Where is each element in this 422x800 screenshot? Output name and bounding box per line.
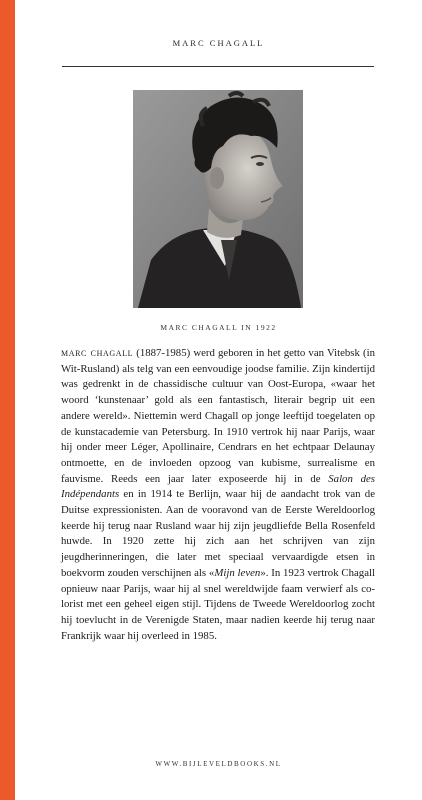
- biography-text-2: en in 1914 te Berlijn, waar hij de aandacht trok van de Duitse expressionisten. Aan de vooravond van de Eerste Wereldoorlog keerde hij terug naar Rusland waar hij zijn jeugdliefde Bella Rosenfeld huwde. In 1920 zette hij zich aan het schrijven van zijn jeugdherinneringen, die later met speciaal vervaardigde etsen in boekvorm zouden verschijnen als «: [61, 488, 375, 579]
- portrait-photo: [133, 90, 303, 308]
- biography-text-3: ». In 1923 vertrok Chagall opnieuw naar Parijs, waar hij al snel wereldwijde faam verwierf als colorist met een geheel eigen stijl. Tijdens de Tweede Wereldoorlog zocht hij toevlucht in de Verenigde Staten, maar nadien keerde hij terug naar Frankrijk waar hij overleed in 1985.: [61, 566, 375, 642]
- orange-spine-bar: [0, 0, 15, 800]
- running-title: MARC CHAGALL: [172, 38, 265, 48]
- publisher-website: WWW.BIJLEVELDBOOKS.NL: [155, 760, 282, 768]
- biography-text-1: (1887-1985) werd geboren in het getto van Vitebsk (in Wit-Rusland) als telg van een eenvoudige joodse familie. Zijn kindertijd was gedrenkt in de chassidische cultuur van Oost-Europa, «waar het woord ‘kunstenaar’ gold als een fantastisch, literair begrip uit een andere wereld». Niettemin werd Chagall op jonge leeftijd toegelaten op de kunstacademie van Petersburg. In 1910 vertrok hij naar Parijs, waar hij onder meer Léger, Apollinaire, Cendrars en het echtpaar Delaunay ontmoette, en de invloeden opzoog van kubisme, surrealisme en fauvisme. Reeds een jaar later exposeerde hij in de: [61, 347, 375, 485]
- salon-title: Salon des Indépendants: [61, 472, 375, 501]
- lead-name-smallcaps: marc chagall: [61, 347, 134, 359]
- book-title: Mijn leven: [214, 566, 261, 579]
- biography-paragraph: [61, 346, 375, 644]
- header-divider: [62, 66, 374, 67]
- photo-caption: MARC CHAGALL IN 1922: [160, 323, 277, 332]
